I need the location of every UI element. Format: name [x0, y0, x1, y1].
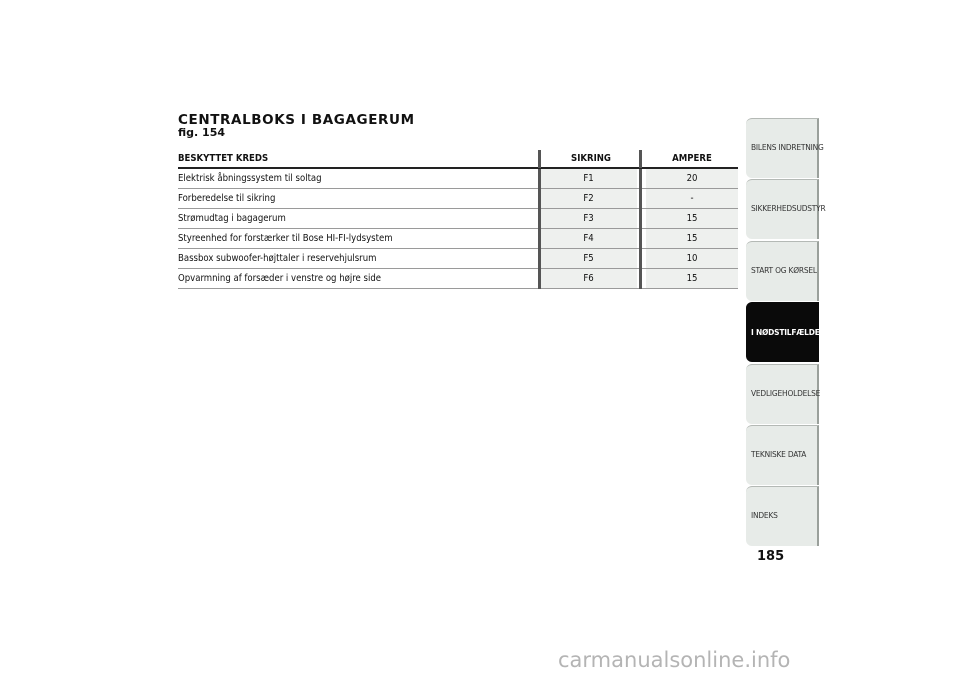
column-separator	[538, 229, 541, 249]
row-fuse: F4	[540, 229, 637, 248]
row-circuit: Elektrisk åbningssystem til soltag	[178, 173, 322, 184]
column-separator	[639, 209, 642, 229]
column-separator	[538, 209, 541, 229]
row-ampere: 20	[646, 169, 738, 188]
header-ampere: AMPERE	[672, 153, 712, 164]
row-circuit: Forberedelse til sikring	[178, 193, 276, 204]
figure-reference: fig. 154	[178, 126, 225, 139]
row-fuse: F5	[540, 249, 637, 268]
tab-indeks[interactable]	[746, 486, 819, 546]
table-row	[178, 269, 738, 289]
tab-label: INDEKS	[751, 510, 778, 521]
row-ampere: -	[646, 189, 738, 208]
tab-label: START OG KØRSEL	[751, 264, 817, 275]
row-fuse: F3	[540, 209, 637, 228]
row-fuse: F1	[540, 169, 637, 188]
column-separator	[639, 229, 642, 249]
tab-label: TEKNISKE DATA	[751, 448, 807, 459]
tab-i-nodstilfaelde[interactable]	[746, 302, 819, 362]
column-separator	[538, 169, 541, 189]
column-separator	[538, 150, 541, 168]
table-row	[178, 209, 738, 229]
tab-start-og-korsel[interactable]	[746, 241, 819, 301]
column-separator	[639, 249, 642, 269]
row-circuit: Strømudtag i bagagerum	[178, 213, 286, 224]
row-ampere: 10	[646, 249, 738, 268]
tab-label: BILENS INDRETNING	[751, 142, 824, 152]
tab-label: I NØDSTILFÆLDE	[751, 327, 820, 338]
row-fuse: F6	[540, 269, 637, 288]
table-row	[178, 189, 738, 209]
table-row	[178, 249, 738, 269]
column-separator	[639, 169, 642, 189]
column-separator	[538, 189, 541, 209]
column-separator	[538, 249, 541, 269]
column-separator	[538, 269, 541, 289]
tab-tekniske-data[interactable]	[746, 425, 819, 485]
tab-sikkerhedsudstyr[interactable]	[746, 179, 826, 239]
column-separator	[639, 150, 642, 168]
column-separator	[639, 189, 642, 209]
watermark: carmanualsonline.info	[558, 648, 791, 672]
tab-label: VEDLIGEHOLDELSE	[751, 387, 821, 398]
row-ampere: 15	[646, 269, 738, 288]
row-fuse: F2	[540, 189, 637, 208]
table-header	[178, 150, 738, 169]
row-circuit: Bassbox subwoofer-højttaler i reservehjulsrum	[178, 253, 377, 264]
page-number: 185	[757, 549, 785, 564]
header-fuse: SIKRING	[571, 153, 611, 164]
table-row	[178, 229, 738, 249]
column-separator	[639, 269, 642, 289]
header-circuit: BESKYTTET KREDS	[178, 153, 269, 164]
table-row	[178, 169, 738, 189]
section-title: CENTRALBOKS I BAGAGERUM	[178, 112, 415, 128]
row-ampere: 15	[646, 229, 738, 248]
tab-label: SIKKERHEDSUDSTYR	[751, 203, 826, 214]
chapter-tabs	[746, 118, 826, 548]
fuse-table	[178, 150, 738, 289]
tab-bilens-indretning[interactable]	[746, 118, 824, 178]
row-ampere: 15	[646, 209, 738, 228]
tab-vedligeholdelse[interactable]	[746, 364, 819, 424]
row-circuit: Opvarmning af forsæder i venstre og højre side	[178, 273, 382, 284]
row-circuit: Styreenhed for forstærker til Bose HI-FI-lydsystem	[178, 233, 393, 244]
